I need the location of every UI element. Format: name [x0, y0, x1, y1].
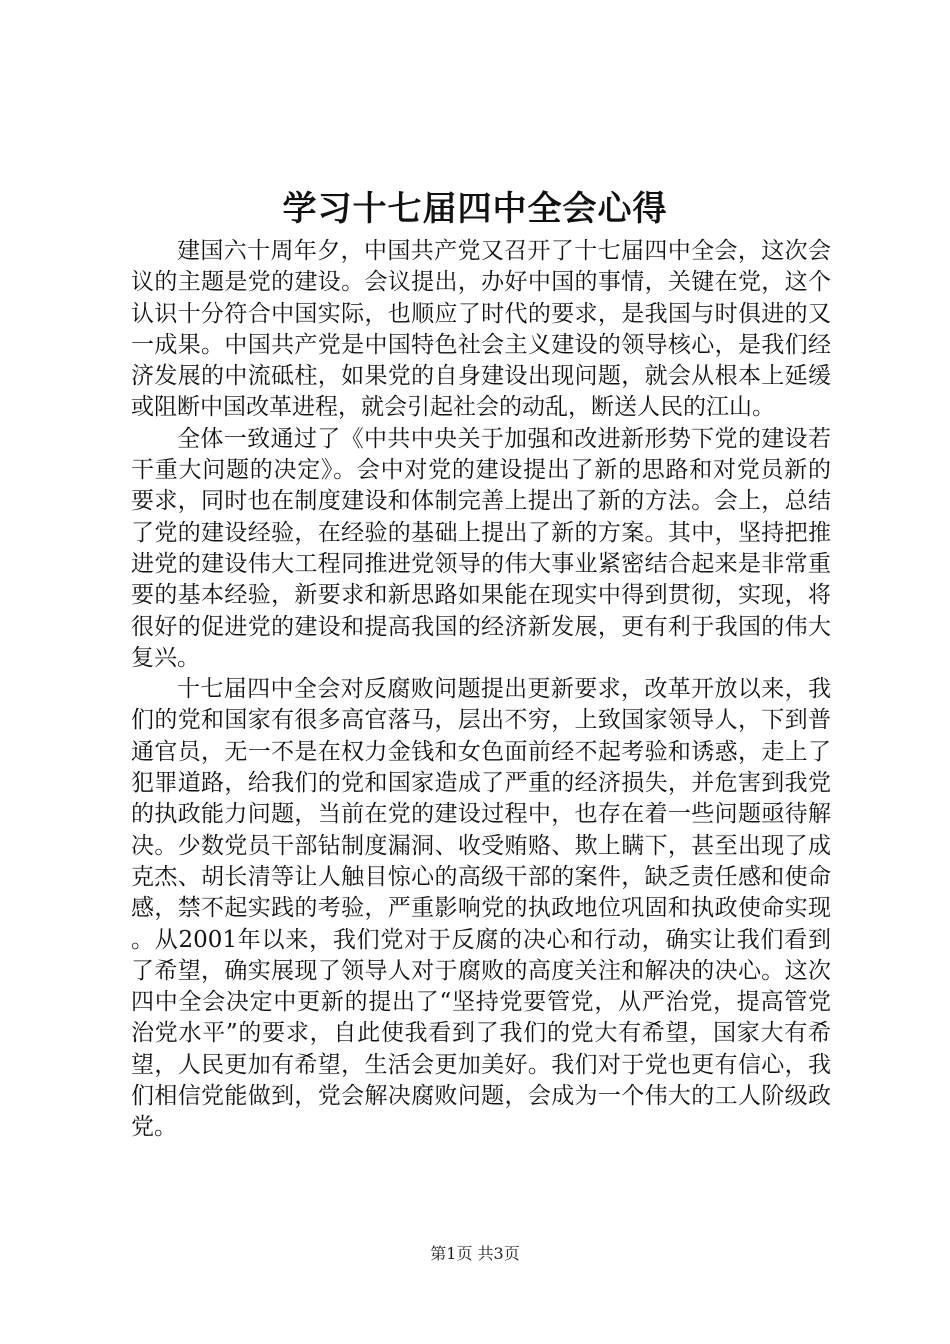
- paragraph-1: 建国六十周年夕，中国共产党又召开了十七届四中全会，这次会议的主题是党的建设。会议提出，办好中国的事情，关键在党，这个认识十分符合中国实际，也顺应了时代的要求，是我国与时俱进的又一成果。中国共产党是中国特色社会主义建设的领导核心，是我们经济发展的中流砥柱，如果党的自身建设出现问题，就会从根本上延缓或阻断中国改革进程，就会引起社会的动乱，断送人民的江山。: [131, 238, 831, 421]
- page-number-footer: 第1页 共3页: [430, 1244, 520, 1263]
- document-body: [131, 236, 831, 1144]
- paragraph-2: 全体一致通过了《中共中央关于加强和改进新形势下党的建设若干重大问题的决定》。会中对党的建设提出了新的思路和对党员新的要求，同时也在制度建设和体制完善上提出了新的方法。会上，总结了党的建设经验，在经验的基础上提出了新的方案。其中，坚持把推进党的建设伟大工程同推进党领导的伟大事业紧密结合起来是非常重要的基本经验，新要求和新思路如果能在现实中得到贯彻，实现，将很好的促进党的建设和提高我国的经济新发展，更有利于我国的伟大复兴。: [131, 425, 831, 671]
- document-title: 学习十七届四中全会心得: [282, 189, 668, 229]
- paragraph-3: 十七届四中全会对反腐败问题提出更新要求，改革开放以来，我们的党和国家有很多高官落马，层出不穷，上致国家领导人，下到普通官员，无一不是在权力金钱和女色面前经不起考验和诱惑，走上了犯罪道路，给我们的党和国家造成了严重的经济损失，并危害到我党的执政能力问题，当前在党的建设过程中，也存在着一些问题亟待解决。少数党员干部钻制度漏洞、收受贿赂、欺上瞒下，甚至出现了成克杰、胡长清等让人触目惊心的高级干部的案件，缺乏责任感和使命感，禁不起实践的考验，严重影响党的执政地位巩固和执政使命实现。从2001年以来，我们党对于反腐的决心和行动，确实让我们看到了希望，确实展现了领导人对于腐败的高度关注和解决的决心。这次四中全会决定中更新的提出了“坚持党要管党，从严治党，提高管党治党水平”的要求，自此使我看到了我们的党大有希望，国家大有希望，人民更加有希望，生活会更加美好。我们对于党也更有信心，我们相信党能做到，党会解决腐败问题，会成为一个伟大的工人阶级政党。: [131, 676, 831, 1141]
